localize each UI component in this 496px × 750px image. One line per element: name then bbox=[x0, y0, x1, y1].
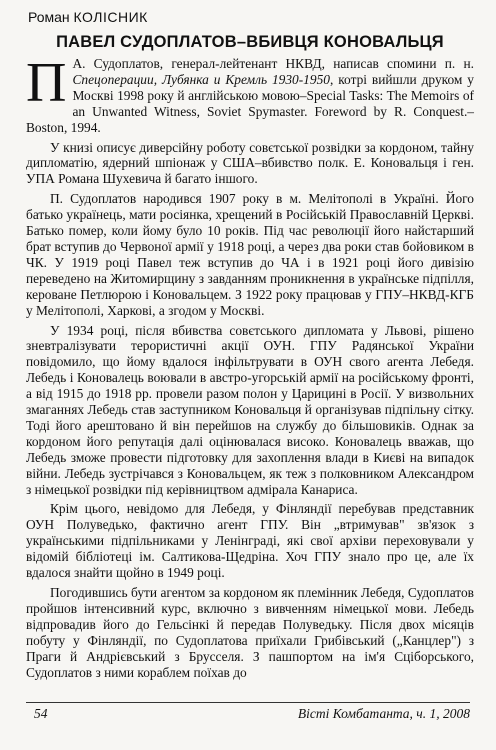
drop-cap: П bbox=[26, 52, 67, 114]
article bbox=[26, 8, 474, 680]
book-title: Спецоперации, Лубянка и Кремль 1930-1950 bbox=[72, 71, 330, 87]
page-footer bbox=[26, 702, 470, 722]
author-byline bbox=[28, 8, 474, 26]
paragraph-1-rest: , котрі вийшли друком у Москві 1998 року й англійською мовою–Special Tasks: The Memoirs of an Unwanted Witness, Soviet Spymaster. Foreword by R. Conquest.–Boston, 1994. bbox=[26, 71, 474, 135]
page-number: 54 bbox=[34, 706, 48, 721]
paragraph-2: У книзі описує диверсійну роботу совєтської розвідки за кордоном, тайну дипломатію, ядерний шпіонаж у США–вбивство полк. Е. Коновальця і ген. УПА Романа Шухевича й багато іншого. bbox=[26, 139, 474, 187]
article-title: ПАВЕЛ СУДОПЛАТОВ–ВБИВЦЯ КОНОВАЛЬЦЯ bbox=[56, 33, 444, 51]
paragraph-6: Погодившись бути агентом за кордоном як племінник Лебедя, Судоплатов пройшов інтенсивний курс, включно з вивченням німецької мови. Лебедь відпровадив його до Гельсінкі й передав Полуведьку. Після двох місяців побуту у Фінляндії, по Судоплатова приїхали Грибівський („Канцлер") з Праги й Андрієвський з Брусселя. З пашпортом на ім'я Сціборського, Судоплатов з ними кораблем поїхав до bbox=[26, 585, 474, 680]
paragraph-1-lead: А. Судоплатов, генерал-лейтенант НКВД, написав спомини п. н. bbox=[72, 56, 474, 71]
paragraph-5: Крім цього, невідомо для Лебедя, у Фінляндії перебував представник ОУН Полуведько, фактично агент ГПУ. Він „втримував" зв'язок з українськими підпільниками у Ленінграді, які свої архіви переховували у відомій бібліотеці ім. Салтикова-Щедріна. Хоч ГПУ знало про це, але їх вдалося знайти щойно в 1949 році. bbox=[26, 501, 474, 581]
paragraph-3: П. Судоплатов народився 1907 року в м. Мелітополі в Україні. Його батько українець, мати росіянка, хрещений в Російській Православній Церкві. Батько помер, коли йому було 10 років. Під час революції його найстарший брат вступив до Червоної армії у 1918 році, а через два роки став бойовиком в ЧК. У 1919 році Павел теж вступив до ЧА і в 1921 році його дивізію переведено на Житомирщину з завданням проникнення в українське підпілля, кероване Петлюрою і Коновальцем. З 1922 року працював у ГПУ–НКВД-КГБ у Мелітополі, Харкові, а згодом у Москві. bbox=[26, 191, 474, 318]
author-last-name: КОЛІСНИК bbox=[73, 9, 148, 25]
paragraph-1 bbox=[26, 52, 474, 136]
paragraph-4: У 1934 році, після вбивства совєтського дипломата у Львові, рішено зневтралізувати терористичні акції ОУН. ГПУ Радянської України повідомило, що йому вдалося інфільтрувати в ОУН свого агента Лебедя. Лебедь і Коновалець воювали в австро-угорській армії на російському фронті, а від 1915 до 1918 рр. провели разом полон у Царицині в Росії. У визвольних змаганнях Лебедь став заступником Коновальця й організував підпільну сітку. Тоді його арештовано й він перейшов на службу до більшовиків. Однак за кордоном його репутація далі оцінювалася високо. Коновалець вважав, що Лебедь зможе провести підготовку для захоплення влади в Києві на випадок війни. Лебедь зустрічався з Коновальцем, як теж з полковником Александром з німецької розвідки під керівництвом адмірала Канариса. bbox=[26, 322, 474, 497]
article-body bbox=[26, 52, 474, 680]
journal-citation: Вісті Комбатанта, ч. 1, 2008 bbox=[297, 706, 470, 721]
author-first-name: Роман bbox=[28, 9, 70, 25]
